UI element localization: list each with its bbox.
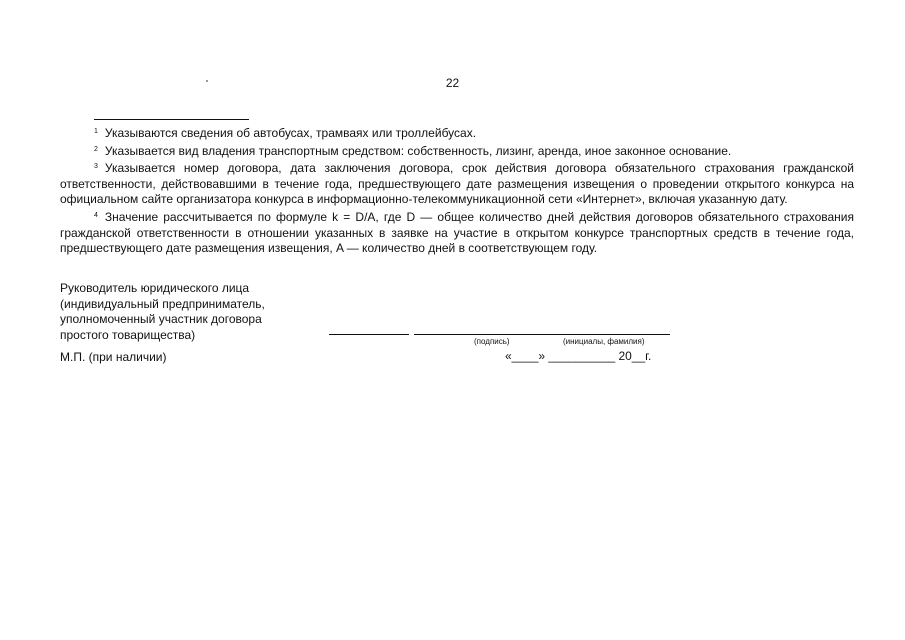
name-line	[414, 334, 670, 335]
footnote-text: Значение рассчитывается по формуле k = D/A, где D — общее количество дней действия договоров обязательного страхования гражданской ответственности в отношении указанных в заявке на участие в открытом конкурсе транспортных средств в течение года, предшествующего дате размещения извещения, A — количество дней в соответствующем году.	[60, 209, 854, 256]
footnote-3	[60, 159, 854, 208]
footnote-mark: 4	[94, 211, 98, 219]
footnote-text: Указывается вид владения транспортным средством: собственность, лизинг, аренда, иное законное основание.	[104, 143, 732, 158]
name-caption: (инициалы, фамилия)	[563, 337, 645, 346]
footnotes	[60, 124, 854, 257]
footnote-mark: 1	[94, 128, 98, 135]
footnote-2	[60, 142, 854, 160]
signer-line: Руководитель юридического лица	[60, 281, 250, 295]
footnote-mark: 3	[94, 163, 98, 171]
footnote-separator	[94, 119, 249, 120]
signer-line: уполномоченный участник договора	[60, 312, 262, 326]
footnote-text: Указывается номер договора, дата заключения договора, срок действия договора обязательного страхования гражданской ответственности, действовавшими в течение года, предшествующего дате размещения извещения о проведении открытого конкурса на официальном сайте организатора конкурса в информационно-телекоммуникационной сети «Интернет», включая указанную дату.	[60, 161, 854, 207]
footnote-4	[60, 208, 854, 257]
signature-caption: (подпись)	[474, 337, 510, 346]
date-line: «____» __________ 20__г.	[505, 349, 652, 363]
signer-line: простого товарищества)	[60, 327, 196, 342]
seal-label: М.П. (при наличии)	[60, 350, 167, 364]
footnote-mark: 2	[94, 145, 98, 153]
signature-line	[329, 334, 409, 335]
footnote-1	[60, 124, 854, 142]
signer-line: (индивидуальный предприниматель,	[60, 296, 265, 311]
footnote-text: Указываются сведения об автобусах, трамваях или троллейбусах.	[104, 126, 477, 140]
signer-title	[60, 281, 265, 343]
page-number: 22	[445, 76, 460, 90]
